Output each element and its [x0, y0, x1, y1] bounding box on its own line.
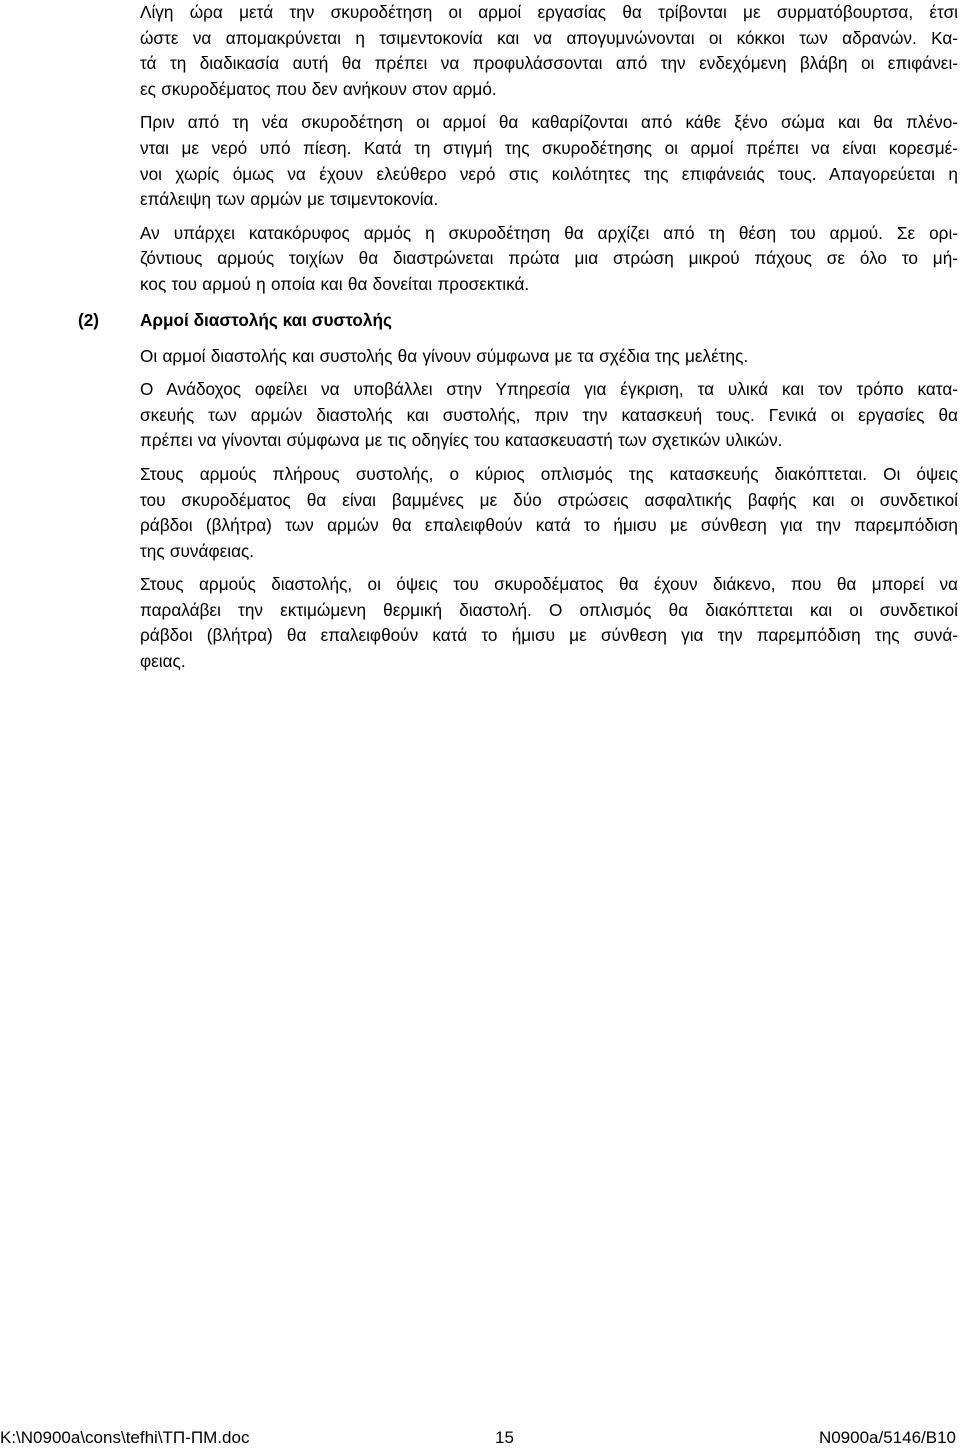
section-paragraphs: [140, 344, 958, 675]
paragraph-line: ράβδοι (βλήτρα) θα επαλειφθούν κατά το ήμισυ με σύνθεση για την παρεμπόδιση της συνά-: [140, 625, 958, 646]
section-title: Αρμοί διαστολής και συστολής: [140, 309, 392, 330]
body-paragraph: [140, 221, 958, 298]
section-number: (2): [78, 309, 100, 330]
paragraph-line: Λίγη ώρα μετά την σκυροδέτηση οι αρμοί εργασίας θα τρίβονται με συρματόβουρτσα, έτσι: [140, 2, 958, 22]
paragraph-line: ζόντιους αρμούς τοιχίων θα διαστρώνεται πρώτα μια στρώση μικρού πάχους σε όλο το μή-: [140, 248, 958, 269]
top-paragraphs: [140, 0, 958, 298]
paragraph-line: Αν υπάρχει κατακόρυφος αρμός η σκυροδέτηση θα αρχίζει από τη θέση του αρμού. Σε ορι-: [140, 222, 958, 243]
paragraph-line: κος του αρμού η οποία και θα δονείται προσεκτικά.: [140, 273, 530, 294]
section-paragraph: [140, 462, 958, 564]
paragraph-line: ώστε να απομακρύνεται η τσιμεντοκονία και να απογυμνώνονται οι κόκκοι των αδρανών. Κα-: [140, 27, 958, 48]
paragraph-line: σκευής των αρμών διαστολής και συστολής, πριν την κατασκευή τους. Γενικά οι εργασίες θα: [140, 404, 958, 425]
paragraph-line: νται με νερό υπό πίεση. Κατά τη στιγμή της σκυροδέτησης οι αρμοί πρέπει να είναι κορεσμέ-: [140, 137, 958, 158]
body-paragraph: [140, 110, 958, 212]
paragraph-line: φειας.: [140, 651, 186, 672]
paragraph-line: επάλειψη των αρμών με τσιμεντοκονία.: [140, 189, 439, 210]
paragraph-line: πρέπει να γίνονται σύμφωνα με τις οδηγίες του κατασκευαστή των σχετικών υλικών.: [140, 430, 783, 451]
section-paragraph: [140, 377, 958, 454]
paragraph-line: του σκυροδέματος θα είναι βαμμένες με δύο στρώσεις ασφαλτικής βαφής και οι συνδετικοί: [140, 489, 958, 510]
page-footer: [0, 1428, 960, 1448]
paragraph-line: Οι αρμοί διαστολής και συστολής θα γίνουν σύμφωνα με τα σχέδια της μελέτης.: [140, 345, 749, 366]
paragraph-line: ες σκυροδέματος που δεν ανήκουν στον αρμό.: [140, 78, 497, 99]
document-body: [78, 0, 958, 683]
footer-reference: N0900a/5146/B10: [818, 1428, 956, 1447]
paragraph-line: παραλάβει την εκτιμώμενη θερμική διαστολή. Ο οπλισμός θα διακόπτεται και οι συνδετικοί: [140, 599, 958, 620]
section-heading: [78, 307, 958, 333]
paragraph-line: ράβδοι (βλήτρα) των αρμών θα επαλειφθούν κατά το ήμισυ με σύνθεση για την παρεμπόδιση: [140, 515, 958, 536]
body-paragraph: [140, 0, 958, 102]
section-paragraph: [140, 344, 958, 370]
paragraph-line: Ο Ανάδοχος οφείλει να υποβάλλει στην Υπηρεσία για έγκριση, τα υλικά και τον τρόπο κατα-: [140, 379, 958, 400]
footer-page-number: 15: [495, 1428, 514, 1447]
paragraph-line: Στους αρμούς διαστολής, οι όψεις του σκυροδέματος θα έχουν διάκενο, που θα μπορεί να: [140, 574, 958, 595]
paragraph-line: τά τη διαδικασία αυτή θα πρέπει να προφυλάσσονται από την ενδεχόμενη βλάβη οι επιφάνει-: [140, 53, 958, 74]
paragraph-line: της συνάφειας.: [140, 540, 255, 561]
footer-file-path: K:\N0900a\cons\tefhi\ΤΠ-ΠΜ.doc: [0, 1428, 250, 1447]
paragraph-line: Στους αρμούς πλήρους συστολής, ο κύριος οπλισμός της κατασκευής διακόπτεται. Οι όψεις: [140, 463, 958, 484]
paragraph-line: Πριν από τη νέα σκυροδέτηση οι αρμοί θα καθαρίζονται από κάθε ξένο σώμα και θα πλένο-: [140, 112, 958, 133]
section-paragraph: [140, 572, 958, 674]
paragraph-line: νοι χωρίς όμως να έχουν ελεύθερο νερό στις κοιλότητες της επιφάνειάς τους. Απαγορεύεται η: [140, 163, 958, 184]
